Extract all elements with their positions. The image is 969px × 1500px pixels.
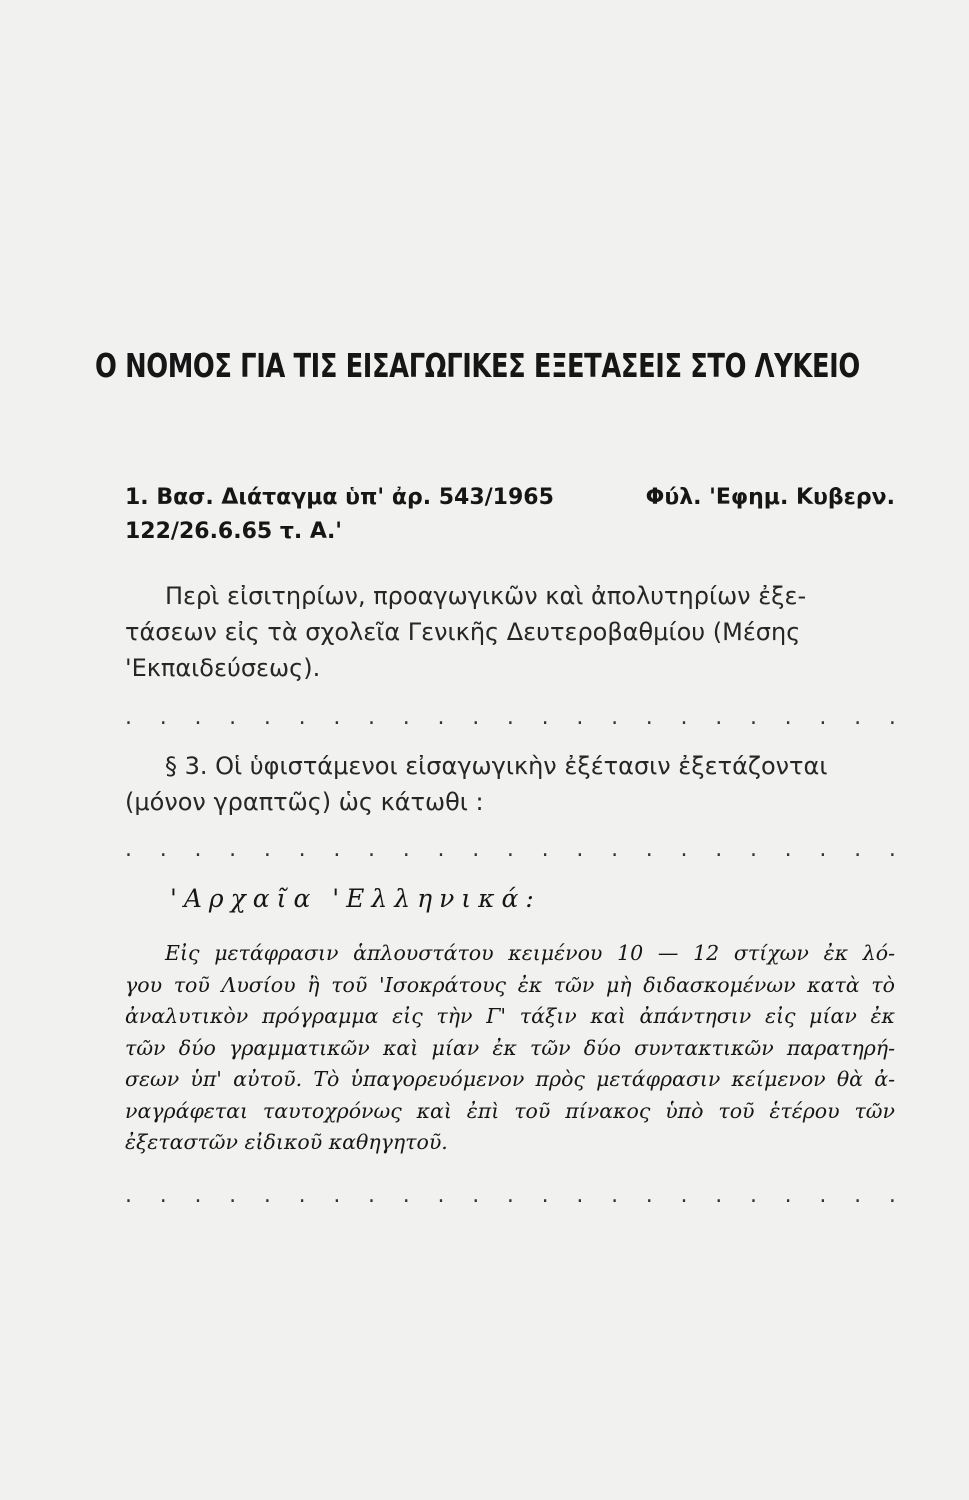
ellipsis-separator: . . . . . . . . . . . . . . . . . . . . . . . [125,1183,896,1208]
text-line: σεων ὑπ' αὐτοῦ. Τὸ ὑπαγορευόμενον πρὸς μετάφρασιν κείμενον θὰ ἀ- [125,1067,895,1091]
text-line: ἀναλυτικὸν πρόγραμμα εἰς τὴν Γ' τάξιν καὶ ἀπάντησιν εἰς μίαν ἐκ [125,1004,895,1028]
decree-reference-line1 [125,481,895,515]
decree-reference [125,481,895,549]
subject-line: 'Εκπαιδεύσεως). [125,654,321,682]
text-line: Εἰς μετάφρασιν ἁπλουστάτου κειμένου 10 — 12 στίχων ἐκ λό- [165,941,895,965]
text-line: ἐξεταστῶν εἰδικοῦ καθηγητοῦ. [125,1130,448,1154]
page-title: Ο ΝΟΜΟΣ ΓΙΑ ΤΙΣ ΕΙΣΑΓΩΓΙΚΕΣ ΕΞΕΤΑΣΕΙΣ ΣΤΟ ΛΥΚΕΙΟ [95,346,860,385]
decree-number: 1. Βασ. Διάταγμα ὑπ' ἀρ. 543/1965 [125,485,554,510]
exam-description [125,938,895,1159]
subject-paragraph [125,578,895,686]
text-line: γου τοῦ Λυσίου ἢ τοῦ 'Ισοκράτους ἐκ τῶν μὴ διδασκομένων κατὰ τὸ [125,972,895,997]
subject-heading-ancient-greek: 'Αρχαῖα 'Ελληνικά: [170,884,541,913]
decree-reference-line2: 122/26.6.65 τ. Α.' [125,519,343,544]
gazette-sheet: Φύλ. 'Εφημ. Κυβερν. [645,485,895,510]
text-line: ναγράφεται ταυτοχρόνως καὶ ἐπὶ τοῦ πίνακος ὑπὸ τοῦ ἑτέρου τῶν [125,1098,895,1123]
text-line: τῶν δύο γραμματικῶν καὶ μίαν ἐκ τῶν δύο συντακτικῶν παρατηρή- [125,1035,895,1060]
ellipsis-separator: . . . . . . . . . . . . . . . . . . . . . . . [125,837,896,862]
section-line: (μόνον γραπτῶς) ὡς κάτωθι : [125,788,484,816]
section-line: § 3. Οἱ ὑφιστάμενοι εἰσαγωγικὴν ἐξέτασιν ἐξετάζονται [165,752,828,780]
subject-line: Περὶ εἰσιτηρίων, προαγωγικῶν καὶ ἀπολυτηρίων ἐξε- [165,582,807,610]
section-paragraph [125,748,895,820]
subject-line: τάσεων εἰς τὰ σχολεῖα Γενικῆς Δευτεροβαθμίου (Μέσης [125,618,801,646]
ellipsis-separator: . . . . . . . . . . . . . . . . . . . . . . . [125,705,896,730]
